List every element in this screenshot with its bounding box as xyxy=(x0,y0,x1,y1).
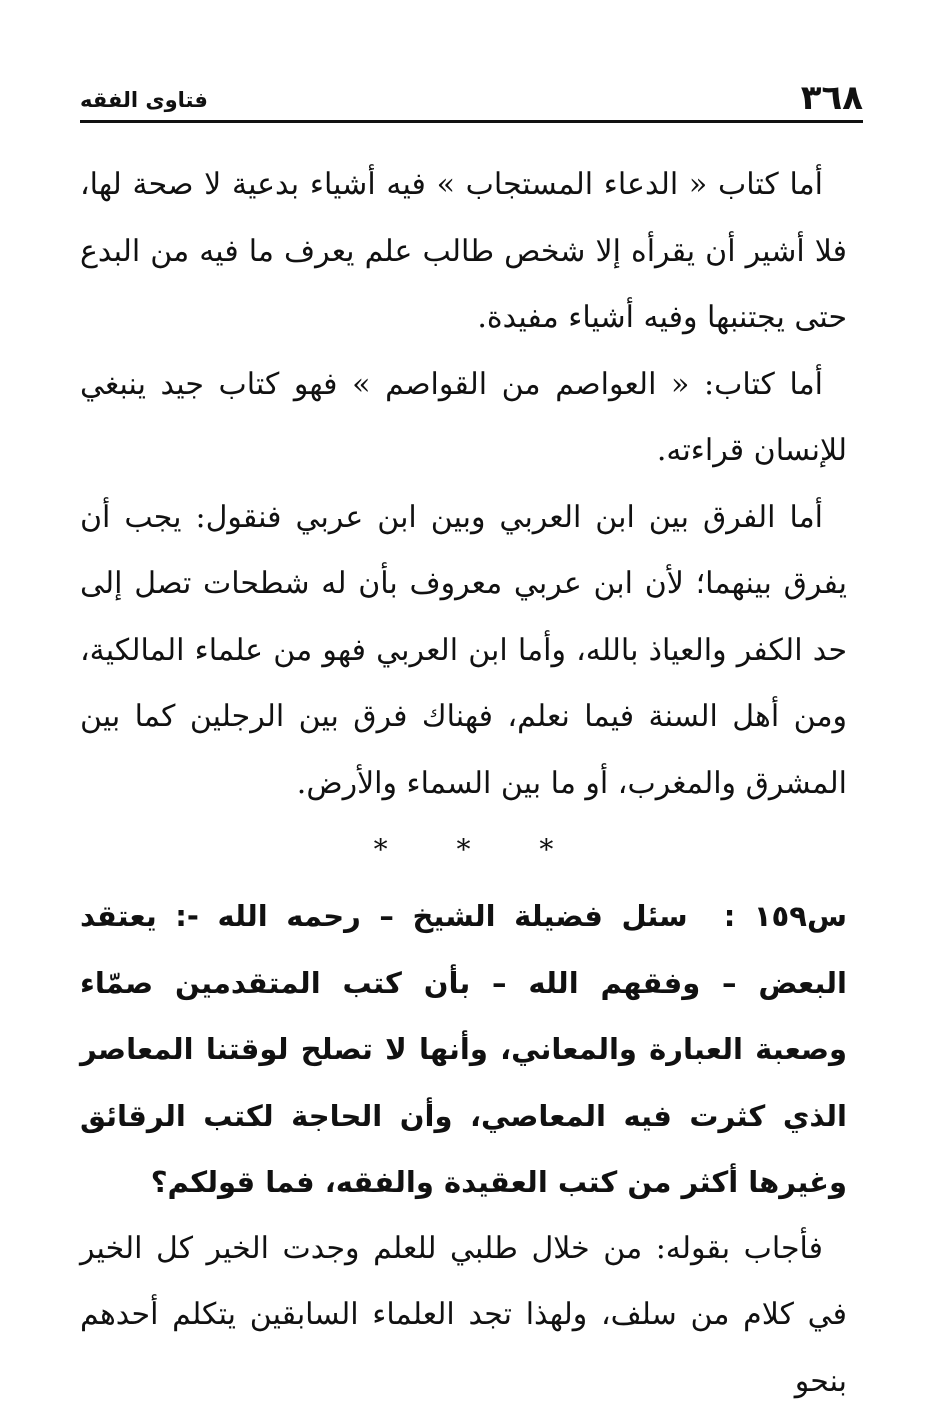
running-title: فتاوى الفقه xyxy=(80,86,208,114)
question-number: س١٥٩ : xyxy=(724,899,847,933)
page-header xyxy=(80,80,863,123)
question-text: سئل فضيلة الشيخ – رحمه الله -: يعتقد البعض – وفقهم الله – بأن كتب المتقدمين صمّاء وصعبة العبارة والمعاني، وأنها لا تصلح لوقتنا المعاصر الذي كثرت فيه المعاصي، وأن الحاجة لكتب الرقائق وغيرها أكثر من كتب العقيدة والفقه، فما قولكم؟ xyxy=(80,899,847,1199)
page-body xyxy=(80,152,847,1415)
paragraph-awasim-book: أما كتاب: « العواصم من القواصم » فهو كتاب جيد ينبغي للإنسان قراءته. xyxy=(80,352,847,485)
separator-star: * xyxy=(539,817,553,883)
separator-star: * xyxy=(374,817,388,883)
separator-star: * xyxy=(457,817,471,883)
answer-paragraph: فأجاب بقوله: من خلال طلبي للعلم وجدت الخير كل الخير في كلام من سلف، ولهذا تجد العلماء السابقين يتكلم أحدهم بنحو xyxy=(80,1216,847,1415)
question-159 xyxy=(80,883,847,1216)
page-number: ٣٦٨ xyxy=(801,80,863,116)
section-separator xyxy=(80,817,847,883)
paragraph-dua-book: أما كتاب « الدعاء المستجاب » فيه أشياء بدعية لا صحة لها، فلا أشير أن يقرأه إلا شخص طالب علم يعرف ما فيه من البدع حتى يجتنبها وفيه أشياء مفيدة. xyxy=(80,152,847,352)
paragraph-ibn-arabi-difference: أما الفرق بين ابن العربي وبين ابن عربي فنقول: يجب أن يفرق بينهما؛ لأن ابن عربي معروف بأن له شطحات تصل إلى حد الكفر والعياذ بالله، وأما ابن العربي فهو من علماء المالكية، ومن أهل السنة فيما نعلم، فهناك فرق بين الرجلين كما بين المشرق والمغرب، أو ما بين السماء والأرض. xyxy=(80,485,847,818)
